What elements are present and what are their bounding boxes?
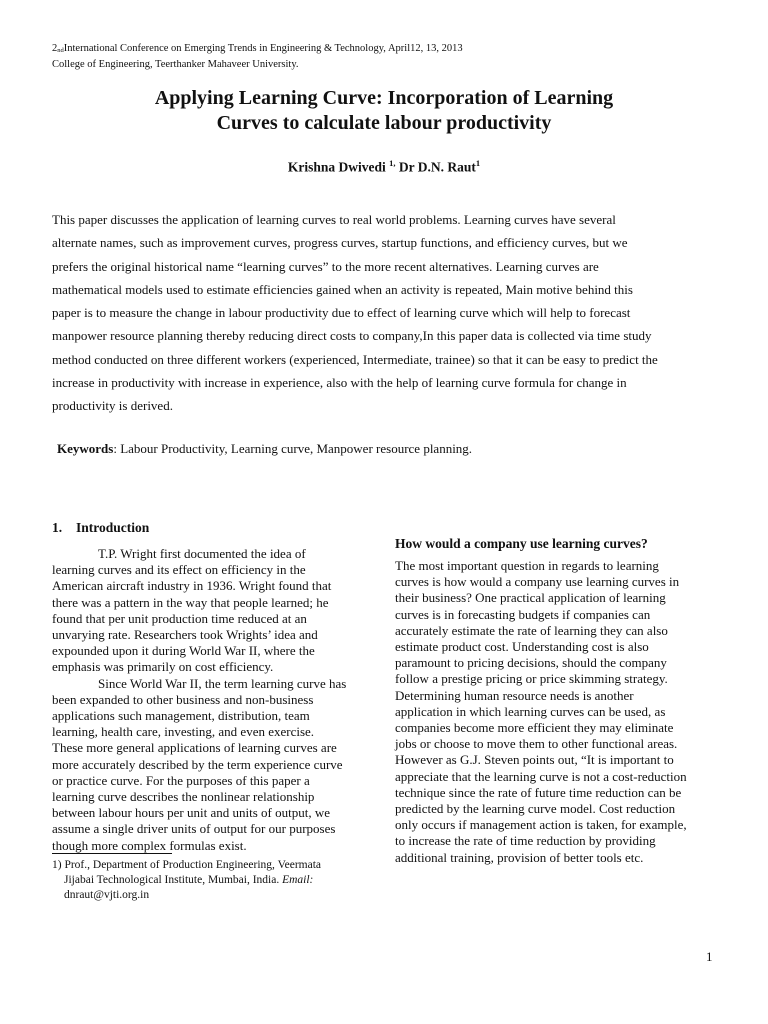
keywords-text: : Labour Productivity, Learning curve, Manpower resource planning. [113,441,473,456]
author-list [0,158,768,176]
intro-line: Since World War II, the term learning curve has [98,675,347,691]
footnote-affiliation: Jijabai Technological Institute, Mumbai, India. [64,874,283,886]
author-1-affiliation: 1, [389,158,396,168]
footnote [52,858,382,903]
intro-line: more accurately described by the term experience curve [52,756,343,772]
conference-venue: College of Engineering, Teerthanker Mahaveer University. [52,59,299,70]
footnote-divider [52,853,172,854]
conference-ordinal-suffix: nd [57,47,64,54]
company-line: jobs or choose to move them to other functional areas. [395,736,678,752]
company-line: accurately estimate the rate of learning they can also [395,622,668,638]
conference-header [52,42,732,72]
company-line: companies become more efficient they may eliminate [395,720,674,736]
intro-line: learning, health care, investing, and even exercise. [52,724,315,740]
abstract-line: manpower resource planning thereby reducing direct costs to company,In this paper data is collected via time study [52,328,652,344]
intro-line: between labour hours per unit and units of output, we [52,805,330,821]
company-line: only occurs if management action is taken, for example, [395,817,687,833]
company-line: additional training, provision of better tools etc. [395,849,644,865]
intro-line: there was a pattern in the way that people learned; he [52,594,329,610]
company-line: However as G.J. Steven points out, “It is important to [395,752,674,768]
company-usage-heading: How would a company use learning curves? [395,536,648,551]
company-line: The most important question in regards to learning [395,558,659,573]
intro-line: emphasis was primarily on cost efficiency. [52,659,274,675]
company-line: to increase the rate of time reduction by providing [395,833,656,849]
footnote-line-2 [52,873,382,888]
company-line: follow a prestige pricing or price skimming strategy. [395,671,668,687]
company-line: estimate product cost. Understanding cost is also [395,639,649,655]
intro-line: though more complex formulas exist. [52,837,247,853]
page-number: 1 [706,949,713,964]
abstract-line: prefers the original historical name “learning curves” to the more recent alternatives. Learning curves are [52,258,599,274]
abstract-line: productivity is derived. [52,398,173,414]
company-usage-column [395,536,721,866]
intro-line: unvarying rate. Researchers took Wrights’ idea and [52,627,318,643]
section-title: Introduction [76,520,150,535]
intro-line: or practice curve. For the purposes of this paper a [52,772,310,788]
company-line: curves is how would a company use learning curves in [395,574,680,590]
company-line: their business? One practical application of learning [395,590,666,606]
intro-line: These more general applications of learning curves are [52,740,337,756]
title-line-2: Curves to calculate labour productivity [216,112,552,134]
abstract-line: increase in productivity with increase in experience, also with the help of learning curve formula for change in [52,375,627,391]
abstract-line: mathematical models used to estimate efficiencies gained when an activity is repeated, Main motive behind this [52,281,633,297]
intro-line: expounded upon it during World War II, where the [52,643,315,659]
company-line: application in which learning curves can be used, as [395,703,666,719]
footnote-email: dnraut@vjti.org.in [64,889,150,901]
intro-line: found that per unit production time reduced at an [52,610,307,626]
company-line: Determining human resource needs is another [395,687,634,703]
intro-line: been expanded to other business and non-business [52,691,314,707]
company-line: curves is in forecasting budgets if companies can [395,606,651,622]
abstract-line: paper is to measure the change in labour productivity due to effect of learning curve which will help to forecast [52,305,631,321]
abstract [52,208,724,418]
company-line: appreciate that the learning curve is not a cost-reduction [395,768,687,784]
intro-line: American aircraft industry in 1936. Wright found that [52,578,332,594]
intro-line: T.P. Wright first documented the idea of [98,546,306,561]
author-2-affiliation: 1 [475,158,481,168]
intro-line: learning curve describes the nonlinear relationship [52,789,315,805]
company-line: technique since the rate of future time reduction can be [395,784,682,800]
footnote-line-1: 1) Prof., Department of Production Engineering, Veermata [52,859,322,871]
title-line-1: Applying Learning Curve: Incorporation of Learning [154,87,614,109]
author-1: Krishna Dwivedi [287,159,386,175]
company-line: paramount to pricing decisions, should the company [395,655,667,671]
intro-line: applications such management, distribution, team [52,708,310,724]
section-number: 1. [52,520,63,535]
keywords [57,441,727,457]
paper-title [40,86,728,136]
introduction-heading [52,520,378,536]
abstract-line: alternate names, such as improvement curves, progress curves, startup functions, and efficiency curves, but we [52,235,628,251]
conference-line [52,42,732,58]
footnote-email-label: Email: [282,874,314,886]
intro-line: assume a single driver units of output for our purposes [52,821,336,837]
abstract-line: method conducted on three different workers (experienced, Intermediate, trainee) so that it can be easy to predict the [52,351,658,367]
author-2: Dr D.N. Raut [398,159,476,175]
intro-line: learning curves and its effect on efficiency in the [52,562,306,578]
introduction-column [52,520,378,854]
keywords-label: Keywords [57,441,114,456]
conference-ordinal: 2 [52,43,58,54]
company-line: predicted by the learning curve model. Cost reduction [395,801,676,817]
abstract-line: This paper discusses the application of learning curves to real world problems. Learning curves have several [52,212,616,227]
conference-name: International Conference on Emerging Trends in Engineering & Technology, April12, 13, 2013 [63,43,463,54]
